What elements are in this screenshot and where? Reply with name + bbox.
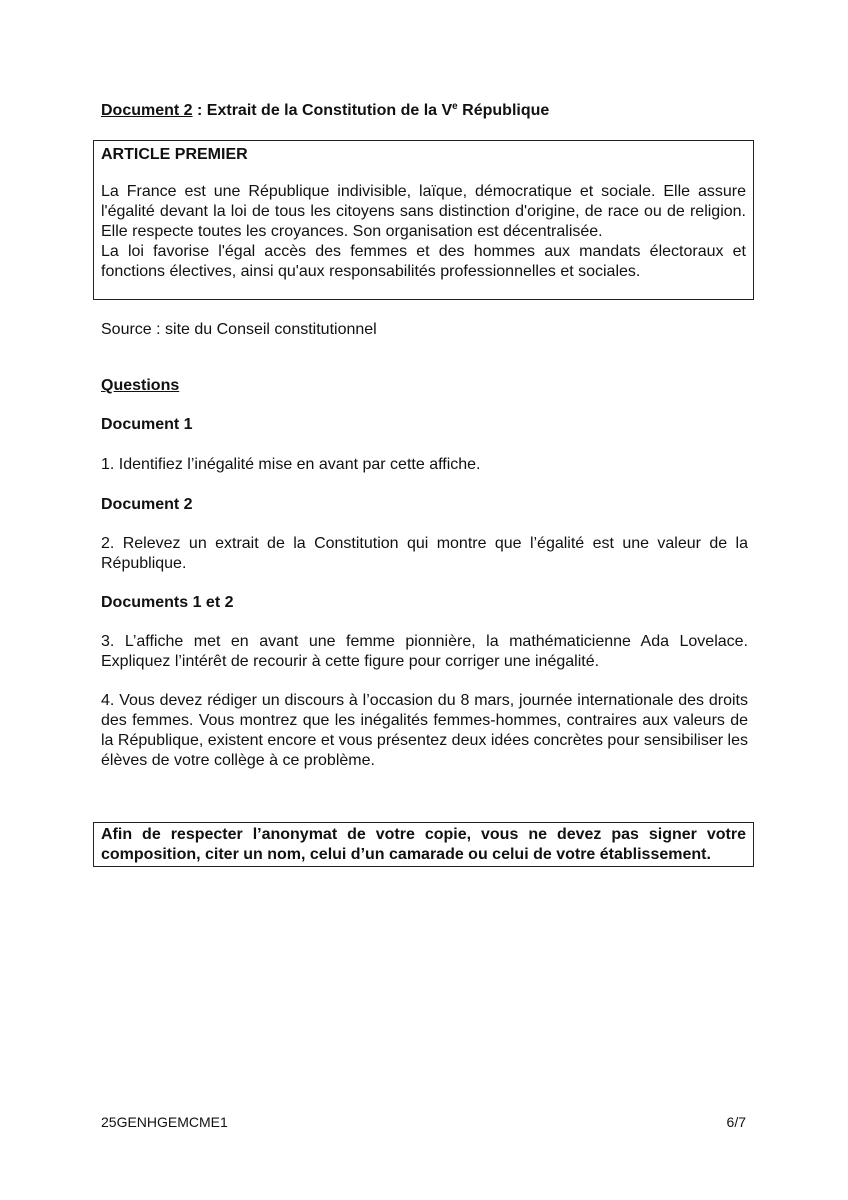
article-paragraph-2: La loi favorise l'égal accès des femmes et des hommes aux mandats électoraux et fonctions électives, ainsi qu'aux responsabilités professionnelles et sociales. xyxy=(101,243,746,280)
document-2-label: Document 2 xyxy=(101,102,193,119)
document-2-title-suffix: République xyxy=(457,102,550,119)
republic-superscript: e xyxy=(452,101,458,112)
page-number: 6/7 xyxy=(726,1114,746,1130)
questions-title: Questions xyxy=(101,377,180,394)
question-1: 1. Identifiez l’inégalité mise en avant par cette affiche. xyxy=(101,456,481,473)
document-2-subheading: Document 2 xyxy=(101,496,193,513)
article-paragraph-1: La France est une République indivisible, laïque, démocratique et sociale. Elle assure l'égalité devant la loi de tous les citoyens sans distinction d'origine, de race ou de religion. Elle respecte toutes les croyances. Son organisation est décentralisée. xyxy=(101,183,746,240)
document-1-subheading: Document 1 xyxy=(101,416,193,433)
document-2-heading xyxy=(101,101,549,121)
document-2-title: : Extrait de la Constitution de la V xyxy=(192,102,453,119)
question-2: 2. Relevez un extrait de la Constitution qui montre que l’égalité est une valeur de la République. xyxy=(101,535,748,572)
question-4: 4. Vous devez rédiger un discours à l’occasion du 8 mars, journée internationale des droits des femmes. Vous montrez que les inégalités femmes-hommes, contraires aux valeurs de la République, existent encore et vous présentez deux idées concrètes pour sensibiliser les élèves de votre collège à ce problème. xyxy=(101,692,748,769)
documents-1-2-subheading: Documents 1 et 2 xyxy=(101,594,234,611)
anonymity-notice: Afin de respecter l’anonymat de votre copie, vous ne devez pas signer votre composition, citer un nom, celui d’un camarade ou celui de votre établissement. xyxy=(93,822,754,867)
source-line: Source : site du Conseil constitutionnel xyxy=(101,321,377,338)
question-3: 3. L’affiche met en avant une femme pionnière, la mathématicienne Ada Lovelace. Expliquez l’intérêt de recourir à cette figure pour corriger une inégalité. xyxy=(101,633,748,670)
article-text xyxy=(101,182,746,282)
article-title: ARTICLE PREMIER xyxy=(101,146,248,163)
exam-code: 25GENHGEMCME1 xyxy=(101,1114,228,1130)
constitution-excerpt-box xyxy=(93,140,754,300)
